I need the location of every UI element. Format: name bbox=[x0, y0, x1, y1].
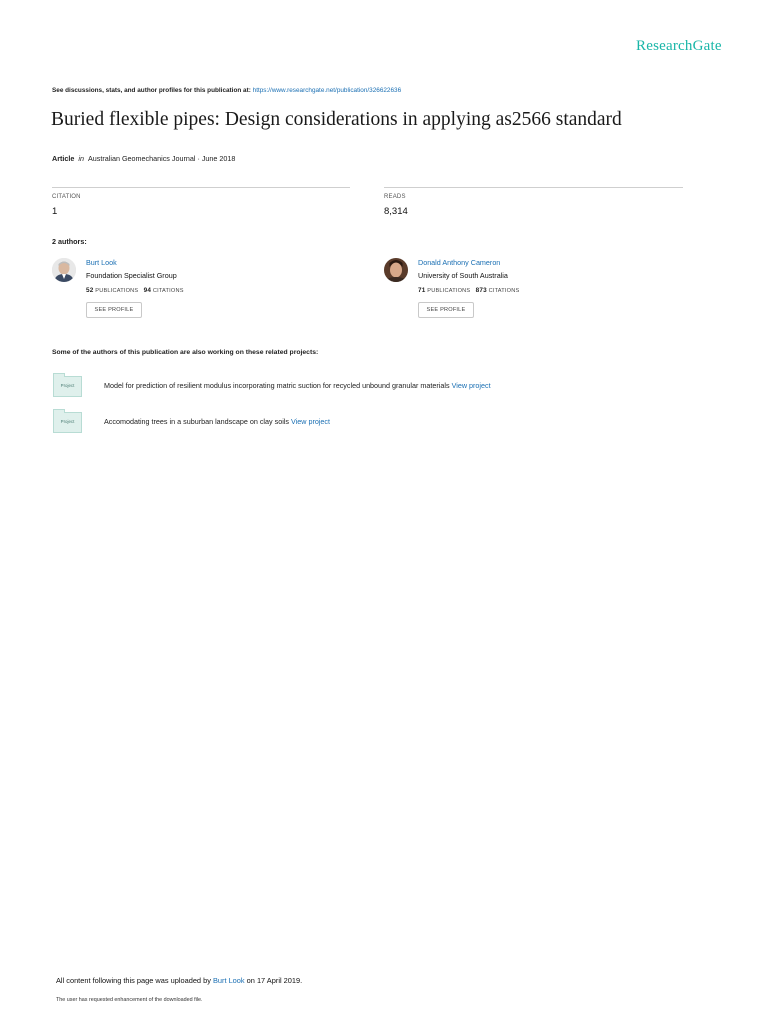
author-stats bbox=[86, 287, 184, 294]
author-institution: Foundation Specialist Group bbox=[86, 271, 177, 280]
author-institution: University of South Australia bbox=[418, 271, 508, 280]
upload-notice bbox=[56, 976, 302, 985]
publication-url-link[interactable]: https://www.researchgate.net/publication/326622636 bbox=[252, 87, 402, 94]
project-item bbox=[104, 381, 491, 390]
reads-value: 8,314 bbox=[384, 206, 408, 217]
upload-suffix: on 17 April 2019. bbox=[246, 976, 303, 985]
author-avatar[interactable] bbox=[384, 258, 408, 282]
view-project-link[interactable]: View project bbox=[451, 381, 491, 390]
author-name-link[interactable]: Donald Anthony Cameron bbox=[418, 258, 501, 267]
reads-divider bbox=[384, 187, 683, 188]
enhancement-note: The user has requested enhancement of the downloaded file. bbox=[56, 997, 203, 1003]
upload-prefix: All content following this page was uploaded by bbox=[56, 976, 211, 985]
project-icon-label: Project bbox=[60, 383, 75, 388]
related-projects-heading: Some of the authors of this publication are also working on these related projects: bbox=[52, 349, 319, 356]
project-icon-label: Project bbox=[60, 419, 75, 424]
publication-title: Buried flexible pipes: Design considerations in applying as2566 standard bbox=[51, 109, 622, 130]
reads-label: READS bbox=[384, 194, 406, 200]
citation-label: CITATION bbox=[52, 194, 81, 200]
journal-name: Australian Geomechanics Journal bbox=[87, 154, 196, 163]
project-item bbox=[104, 417, 330, 426]
view-project-link[interactable]: View project bbox=[291, 417, 331, 426]
citation-value: 1 bbox=[52, 206, 58, 217]
header-intro-text: See discussions, stats, and author profiles for this publication at: bbox=[52, 87, 251, 94]
project-folder-icon bbox=[53, 376, 82, 397]
see-profile-button[interactable]: SEE PROFILE bbox=[86, 302, 142, 318]
citations-count: 94 bbox=[143, 287, 152, 294]
uploader-link[interactable]: Burt Look bbox=[212, 976, 245, 985]
publications-count: 52 bbox=[86, 287, 94, 294]
in-word: in bbox=[78, 154, 84, 163]
author-stats bbox=[418, 287, 519, 294]
publications-label: PUBLICATIONS bbox=[95, 288, 139, 294]
citation-divider bbox=[52, 187, 350, 188]
see-profile-button[interactable]: SEE PROFILE bbox=[418, 302, 474, 318]
citations-label: CITATIONS bbox=[152, 288, 184, 294]
citations-count: 873 bbox=[475, 287, 487, 294]
publication-meta bbox=[52, 154, 235, 163]
publication-header-line bbox=[52, 87, 401, 94]
project-title: Accomodating trees in a suburban landscape on clay soils bbox=[104, 417, 289, 426]
citations-label: CITATIONS bbox=[488, 288, 520, 294]
publications-label: PUBLICATIONS bbox=[427, 288, 471, 294]
publication-type: Article bbox=[52, 154, 75, 163]
publications-count: 71 bbox=[418, 287, 426, 294]
author-name-link[interactable]: Burt Look bbox=[86, 258, 117, 267]
project-folder-icon bbox=[53, 412, 82, 433]
project-title: Model for prediction of resilient modulus incorporating matric suction for recycled unbound granular materials bbox=[104, 381, 450, 390]
authors-heading: 2 authors: bbox=[52, 237, 87, 246]
publication-date: · June 2018 bbox=[197, 154, 236, 163]
researchgate-logo[interactable]: ResearchGate bbox=[636, 38, 722, 54]
author-avatar[interactable] bbox=[52, 258, 76, 282]
